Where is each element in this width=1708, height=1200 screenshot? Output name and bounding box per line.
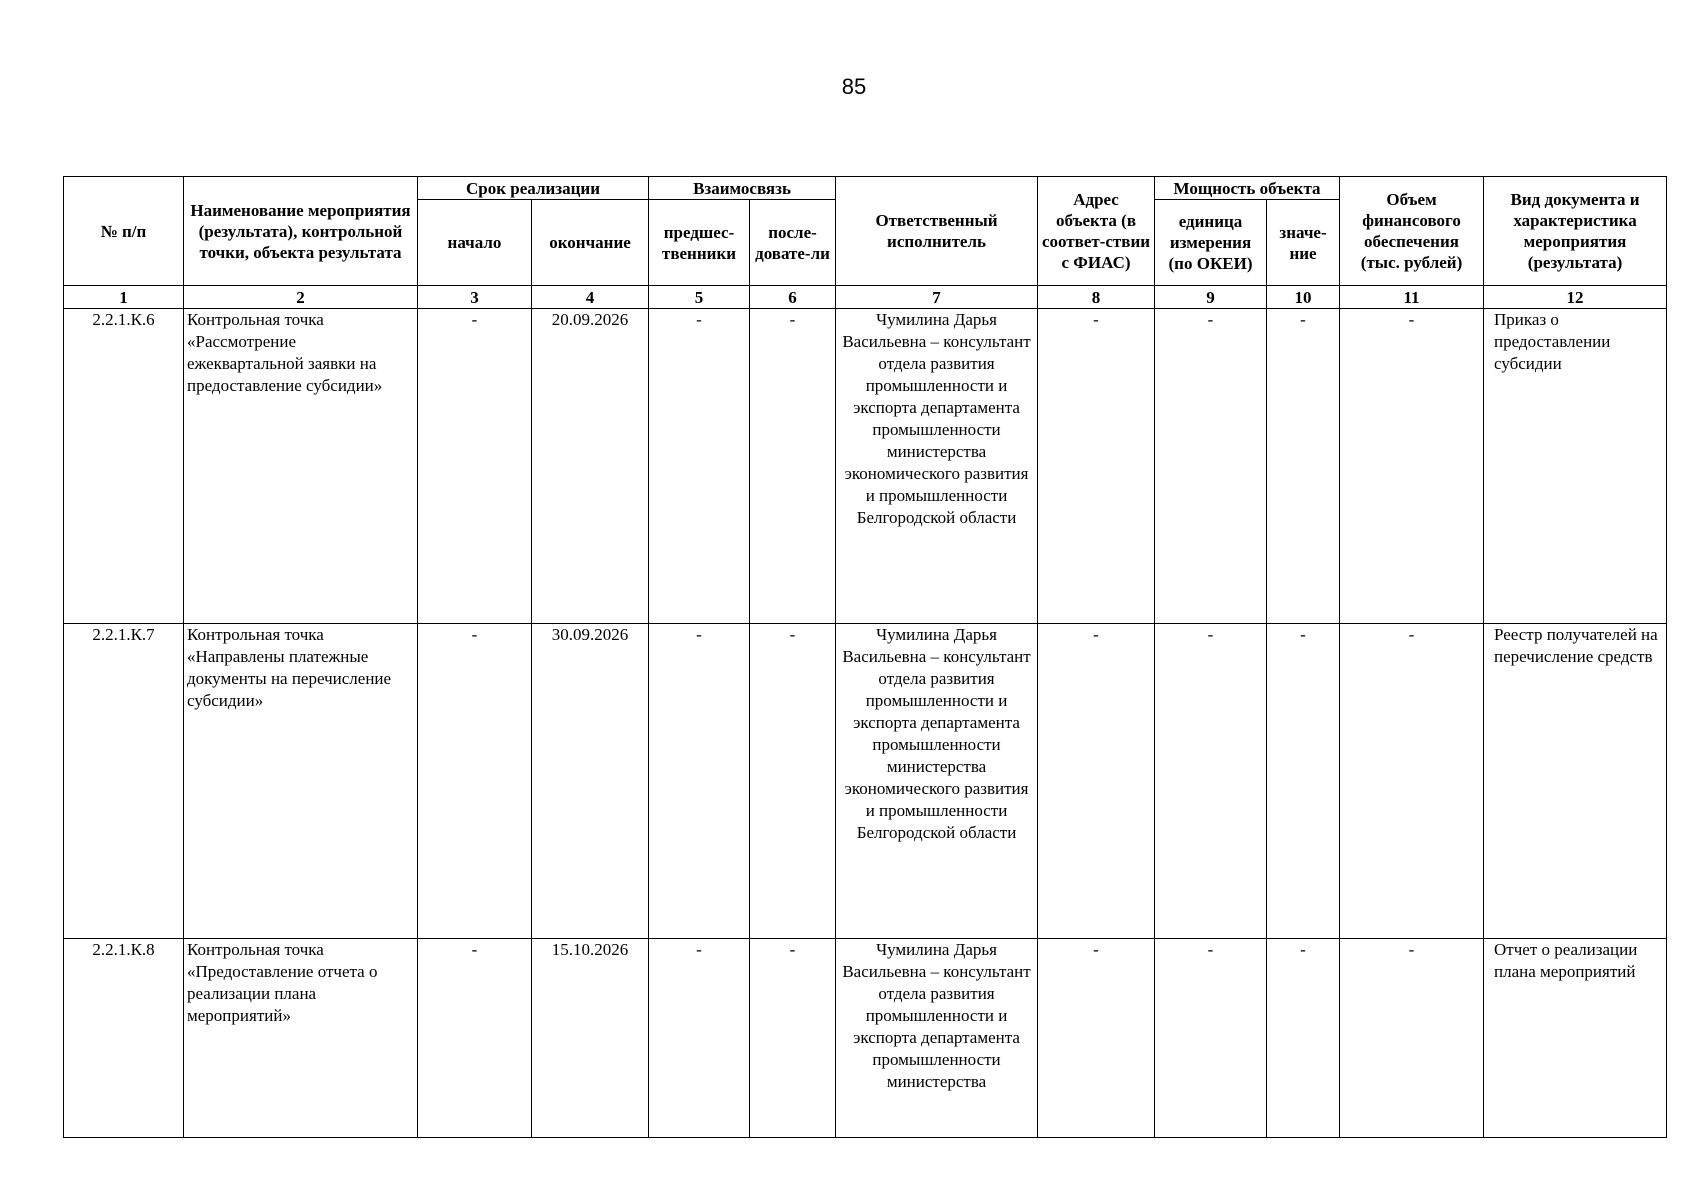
header-term-group: Срок реализации [418,177,649,200]
cell-successors: - [750,309,836,624]
cell-end: 30.09.2026 [532,624,649,939]
cell-code: 2.2.1.К.6 [64,309,184,624]
cell-name: Контрольная точка «Направлены платежные документы на перечисление субсидии» [184,624,418,939]
header-row-top [64,177,1667,200]
column-number: 7 [836,286,1038,309]
cell-doc-type: Отчет о реализации плана мероприятий [1484,939,1667,1138]
cell-end: 20.09.2026 [532,309,649,624]
cell-predecessors: - [649,624,750,939]
cell-address: - [1038,624,1155,939]
page-number: 85 [841,74,867,99]
cell-value: - [1267,624,1340,939]
table-row [64,939,1667,1138]
header-address: Адрес объекта (в соответ-ствии с ФИАС) [1038,177,1155,286]
cell-name: Контрольная точка «Рассмотрение ежеквартальной заявки на предоставление субсидии» [184,309,418,624]
column-number: 4 [532,286,649,309]
column-number: 1 [64,286,184,309]
header-link-succ: после-довате-ли [750,200,836,286]
cell-start: - [418,939,532,1138]
header-term-start: начало [418,200,532,286]
cell-unit: - [1155,624,1267,939]
column-number: 6 [750,286,836,309]
cell-unit: - [1155,939,1267,1138]
cell-predecessors: - [649,939,750,1138]
column-number: 9 [1155,286,1267,309]
header-num: № п/п [64,177,184,286]
column-number: 12 [1484,286,1667,309]
implementation-plan-table [63,176,1667,1138]
table-row [64,624,1667,939]
cell-value: - [1267,309,1340,624]
header-link-pred: предшес-твенники [649,200,750,286]
cell-finance: - [1340,939,1484,1138]
header-name: Наименование мероприятия (результата), контрольной точки, объекта результата [184,177,418,286]
cell-responsible: Чумилина Дарья Васильевна – консультант отдела развития промышленности и экспорта департамента промышленности министерства [836,939,1038,1138]
cell-predecessors: - [649,309,750,624]
cell-value: - [1267,939,1340,1138]
cell-code: 2.2.1.К.7 [64,624,184,939]
header-term-end: окончание [532,200,649,286]
cell-finance: - [1340,624,1484,939]
cell-unit: - [1155,309,1267,624]
column-number: 8 [1038,286,1155,309]
header-capacity-unit: единица измерения (по ОКЕИ) [1155,200,1267,286]
cell-end: 15.10.2026 [532,939,649,1138]
table-row [64,309,1667,624]
column-number: 11 [1340,286,1484,309]
header-doc-type: Вид документа и характеристика мероприятия (результата) [1484,177,1667,286]
cell-finance: - [1340,309,1484,624]
cell-successors: - [750,624,836,939]
column-number-row [64,286,1667,309]
cell-responsible: Чумилина Дарья Васильевна – консультант отдела развития промышленности и экспорта департамента промышленности министерства экономического развития и промышленности Белгородской области [836,309,1038,624]
cell-doc-type: Реестр получателей на перечисление средств [1484,624,1667,939]
column-number: 2 [184,286,418,309]
cell-code: 2.2.1.К.8 [64,939,184,1138]
header-capacity-group: Мощность объекта [1155,177,1340,200]
header-responsible: Ответственный исполнитель [836,177,1038,286]
column-number: 10 [1267,286,1340,309]
cell-name: Контрольная точка «Предоставление отчета о реализации плана мероприятий» [184,939,418,1138]
cell-address: - [1038,939,1155,1138]
header-capacity-value: значе-ние [1267,200,1340,286]
cell-start: - [418,309,532,624]
cell-address: - [1038,309,1155,624]
header-link-group: Взаимосвязь [649,177,836,200]
cell-doc-type: Приказ о предоставлении субсидии [1484,309,1667,624]
cell-start: - [418,624,532,939]
header-finance: Объем финансового обеспечения (тыс. рублей) [1340,177,1484,286]
column-number: 5 [649,286,750,309]
column-number: 3 [418,286,532,309]
cell-successors: - [750,939,836,1138]
cell-responsible: Чумилина Дарья Васильевна – консультант отдела развития промышленности и экспорта департамента промышленности министерства экономического развития и промышленности Белгородской области [836,624,1038,939]
